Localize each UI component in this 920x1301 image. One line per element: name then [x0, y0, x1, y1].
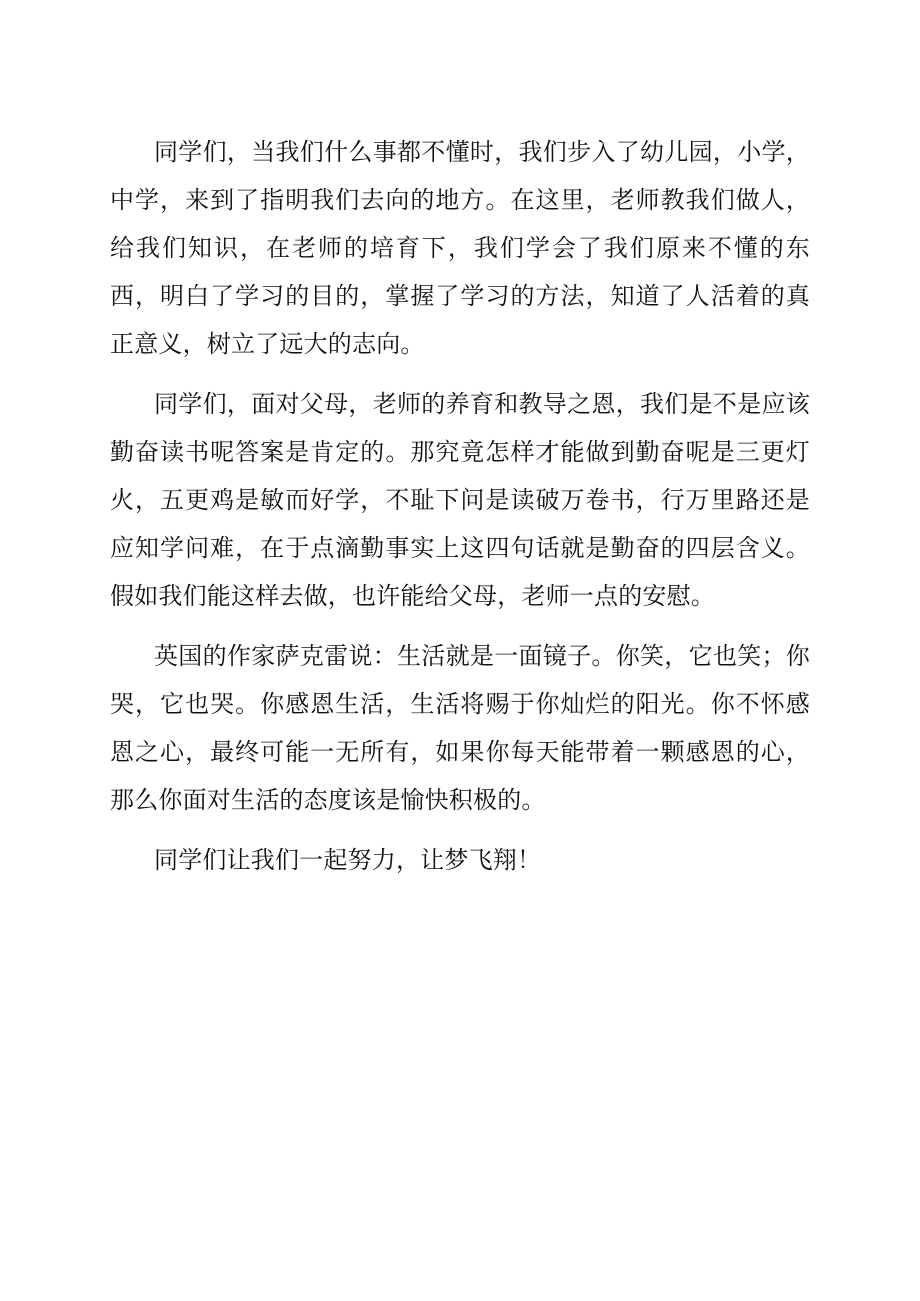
paragraph-2: 同学们，面对父母，老师的养育和教导之恩，我们是不是应该勤奋读书呢答案是肯定的。那究竟怎样才能做到勤奋呢是三更灯火，五更鸡是敏而好学，不耻下问是读破万卷书，行万里路还是应知学问难，在于点滴勤事实上这四句话就是勤奋的四层含义。假如我们能这样去做，也许能给父母，老师一点的安慰。 — [110, 390, 810, 610]
paragraph-4: 同学们让我们一起努力，让梦飞翔！ — [154, 846, 542, 874]
document-body — [110, 128, 810, 896]
paragraph-3: 英国的作家萨克雷说：生活就是一面镜子。你笑，它也笑；你哭，它也哭。你感恩生活，生活将赐于你灿烂的阳光。你不怀感恩之心，最终可能一无所有，如果你每天能带着一颗感恩的心，那么你面对生活的态度该是愉快积极的。 — [110, 642, 810, 814]
paragraph-1: 同学们，当我们什么事都不懂时，我们步入了幼儿园，小学，中学，来到了指明我们去向的地方。在这里，老师教我们做人，给我们知识，在老师的培育下，我们学会了我们原来不懂的东西，明白了学习的目的，掌握了学习的方法，知道了人活着的真正意义，树立了远大的志向。 — [110, 138, 810, 358]
